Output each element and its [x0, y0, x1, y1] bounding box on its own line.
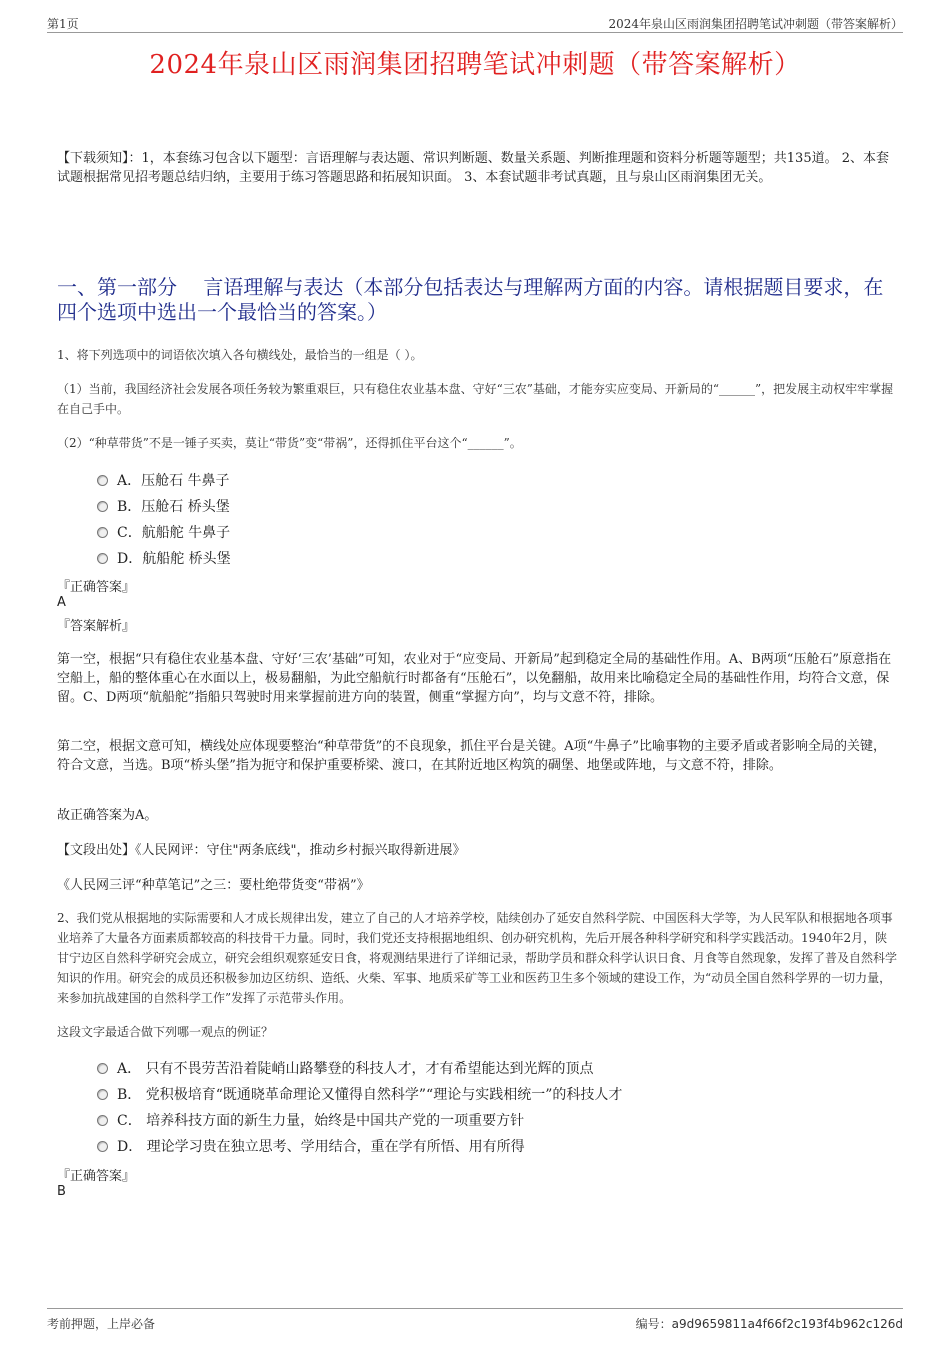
q1-analysis-1: 第一空，根据“只有稳住农业基本盘、守好‘三农’基础”可知，农业对于“应变局、开新局”起到稳定全局的基础性作用。A、B两项“压舱石”原意指在空船上，船的整体重心在水面以上，极易翻船，为此空船航行时都备有“压舱石”，以免翻船，故用来比喻稳定全局的基础性作用，均符合文意，保留。C、D两项“航船舵”指船只驾驶时用来掌握前进方向的装置，侧重“掌握方向”，均与文意不符，排除。 [57, 652, 892, 705]
q1-source-1: 【文段出处】《人民网评：守住"两条底线"，推动乡村振兴取得新进展》 [57, 843, 466, 858]
option-label: D． 理论学习贵在独立思考、学用结合，重在学有所悟、用有所得 [117, 1139, 525, 1155]
q1-sentence-1: （1）当前，我国经济社会发展各项任务较为繁重艰巨，只有稳住农业基本盘、守好“三农”基础，才能夯实应变局、开新局的“______”，把发展主动权牢牢掌握在自己手中。 [57, 382, 894, 416]
q1-source-2: 《人民网三评“种草笔记”之三：要杜绝带货变“带祸”》 [57, 878, 370, 893]
page-number: 第1页 [47, 17, 79, 31]
q1-sentence-2: （2）“种草带货”不是一锤子买卖，莫让“带货”变“带祸”，还得抓住平台这个“______”。 [57, 436, 522, 450]
q1-analysis-label: 『答案解析』 [57, 619, 136, 634]
radio-button-icon[interactable] [97, 1089, 108, 1100]
q1-answer-label: 『正确答案』 [57, 580, 136, 595]
page-footer [47, 1308, 903, 1331]
radio-button-icon[interactable] [97, 1141, 108, 1152]
code-label: 编号： [635, 1317, 672, 1331]
q1-option-d[interactable] [97, 548, 231, 568]
code-value: a9d9659811a4f66f2c193f4b962c126d [671, 1317, 903, 1331]
header-doc-title: 2024年泉山区雨润集团招聘笔试冲刺题（带答案解析） [608, 17, 903, 31]
option-label: D．航船舵 桥头堡 [117, 551, 231, 567]
q2-option-c[interactable] [97, 1110, 524, 1130]
radio-button-icon[interactable] [97, 501, 108, 512]
radio-button-icon[interactable] [97, 527, 108, 538]
q1-option-c[interactable] [97, 522, 230, 542]
option-label: A． 只有不畏劳苦沿着陡峭山路攀登的科技人才，才有希望能达到光辉的顶点 [117, 1061, 594, 1077]
q1-conclusion: 故正确答案为A。 [57, 808, 158, 823]
option-label: B．压舱石 桥头堡 [117, 499, 230, 515]
footer-code [636, 1315, 903, 1332]
q2-option-b[interactable] [97, 1084, 622, 1104]
footer-slogan: 考前押题，上岸必备 [47, 1317, 156, 1331]
q2-option-a[interactable] [97, 1058, 594, 1078]
radio-button-icon[interactable] [97, 1063, 108, 1074]
q1-stem: 1、将下列选项中的词语依次填入各句横线处，最恰当的一组是（ ）。 [57, 348, 423, 362]
document-title: 2024年泉山区雨润集团招聘笔试冲刺题（带答案解析） [149, 50, 801, 80]
radio-button-icon[interactable] [97, 1115, 108, 1126]
option-label: C． 培养科技方面的新生力量，始终是中国共产党的一项重要方针 [117, 1113, 525, 1129]
option-label: B． 党积极培育“既通晓革命理论又懂得自然科学”“理论与实践相统一”的科技人才 [117, 1087, 623, 1103]
section-heading: 一、第一部分 言语理解与表达（本部分包括表达与理解两方面的内容。请根据题目要求，在四个选项中选出一个最恰当的答案。） [57, 275, 884, 324]
option-label: C．航船舵 牛鼻子 [117, 525, 231, 541]
q2-answer-label: 『正确答案』 [57, 1169, 136, 1184]
q1-answer: A [57, 595, 66, 610]
q2-option-d[interactable] [97, 1136, 525, 1156]
download-notice: 【下载须知】：1，本套练习包含以下题型：言语理解与表达题、常识判断题、数量关系题、判断推理题和资料分析题等题型；共135道。 2、本套试题根据常见招考题总结归纳，主要用于练习答题思路和拓展知识面。 3、本套试题非考试真题，且与泉山区雨润集团无关。 [57, 151, 889, 185]
q2-question: 这段文字最适合做下列哪一观点的例证？ [57, 1025, 274, 1039]
q2-stem: 2、我们党从根据地的实际需要和人才成长规律出发，建立了自己的人才培养学校，陆续创办了延安自然科学院、中国医科大学等，为人民军队和根据地各项事业培养了大量各方面素质都较高的科技骨干力量。同时，我们党还支持根据地组织、创办研究机构，先后开展各种科学研究和科学实践活动。1940年2月，陕甘宁边区自然科学研究会成立，研究会组织观察延安日食，将观测结果进行了详细记录，帮助学员和群众科学认识日食、月食等自然现象，发挥了普及自然科学知识的作用。研究会的成员还积极参加边区纺织、造纸、火柴、军事、地质采矿等工业和医药卫生多个领域的建设工作，为“动员全国自然科学界的一切力量，来参加抗战建国的自然科学工作”发挥了示范带头作用。 [57, 911, 898, 1005]
q1-option-b[interactable] [97, 496, 230, 516]
q1-analysis-2: 第二空，根据文意可知，横线处应体现要整治“种草带货”的不良现象，抓住平台是关键。A项“牛鼻子”比喻事物的主要矛盾或者影响全局的关键，符合文意，当选。B项“桥头堡”指为扼守和保护重要桥梁、渡口，在其附近地区构筑的碉堡、地堡或阵地，与文意不符，排除。 [57, 739, 886, 773]
q2-answer: B [57, 1184, 66, 1199]
radio-button-icon[interactable] [97, 553, 108, 564]
q1-option-a[interactable] [97, 470, 230, 490]
radio-button-icon[interactable] [97, 475, 108, 486]
option-label: A．压舱石 牛鼻子 [117, 473, 230, 489]
page-header [47, 12, 903, 33]
